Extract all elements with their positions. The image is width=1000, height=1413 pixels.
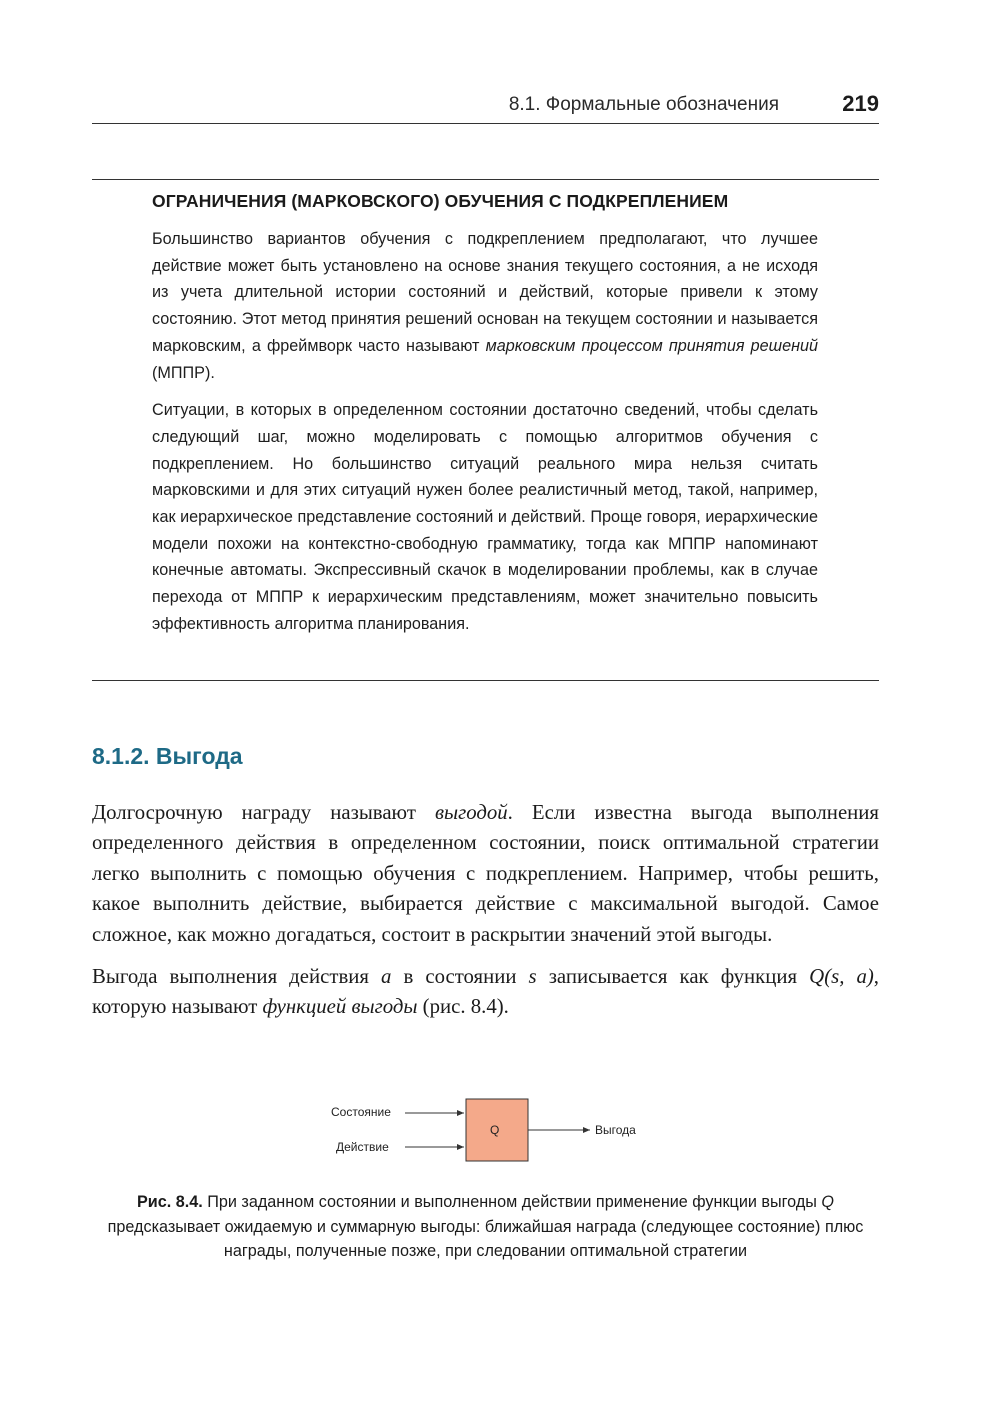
sidebar-title: ОГРАНИЧЕНИЯ (МАРКОВСКОГО) ОБУЧЕНИЯ С ПОДКРЕПЛЕНИЕМ <box>152 191 729 211</box>
caption-rest: предсказывает ожидаемую и суммарную выгоды: ближайшая награда (следующее состояние) плюс награды, полученные позже, при следовании оптимальной стратегии <box>107 1217 864 1260</box>
caption-q-symbol: Q <box>821 1193 835 1211</box>
body-p2-function: Q(s, a) <box>809 965 874 989</box>
body-p1-b: . Если известна выгода выполнения определенного действия в определенном состоянии, поиск оптимальной стратегии легко выполнить с помощью обучения с подкреплением. Например, чтобы решить, какое выполнить действие, выбирается действие с максимальной выгодой. Самое сложное, как можно догадаться, состоит в раскрытии значений этой выгоды. <box>92 801 879 946</box>
body-p2-c: записывается как функция <box>536 965 810 989</box>
section-heading: 8.1.2. Выгода <box>92 743 243 769</box>
sidebar-paragraph-2: Ситуации, в которых в определенном состоянии достаточно сведений, чтобы сделать следующий шаг, можно моделировать с помощью алгоритмов обучения с подкреплением. Но большинство ситуаций реального мира нельзя считать марковскими и для этих ситуаций нужен более реалистичный метод, такой, например, как иерархическое представление состояний и действий. Проще говоря, иерархические модели похожи на контекстно-свободную грамматику, тогда как МППР напоминают конечные автоматы. Экспрессивный скачок в моделировании проблемы, как в случае перехода от МППР к иерархическим представлениям, может значительно повысить эффективность алгоритма планирования. <box>152 401 818 633</box>
body-paragraph-1 <box>92 798 879 950</box>
body-p2-e: (рис. 8.4). <box>417 995 509 1019</box>
state-input-label: Состояние <box>331 1105 391 1119</box>
body-p1-a: Долгосрочную награду называют <box>92 801 435 824</box>
running-header <box>92 88 879 122</box>
body-p2-var-a: a <box>381 965 392 989</box>
body-paragraph-2 <box>92 962 879 1023</box>
figure-caption <box>92 1190 879 1264</box>
header-rule <box>92 123 879 124</box>
caption-label: Рис. 8.4. <box>136 1193 203 1211</box>
body-p2-a: Выгода выполнения действия <box>92 965 382 989</box>
page-number: 219 <box>842 91 879 116</box>
body-p2-d: , которую называют <box>92 965 879 1019</box>
caption-text: При заданном состоянии и выполненном действии применение функции выгоды <box>202 1193 822 1211</box>
sidebar-bottom-rule <box>92 680 879 681</box>
body-p2-b: в состоянии <box>391 965 529 989</box>
sidebar-p1-italic-term: марковским процессом принятия решений <box>485 336 818 355</box>
body-p2-italic-term: функцией выгоды <box>262 995 418 1019</box>
running-header-section-title: 8.1. Формальные обозначения <box>508 94 779 115</box>
figure-q-function-diagram <box>320 1092 680 1172</box>
sidebar-p1-end: (МППР). <box>152 363 215 382</box>
body-text <box>92 798 879 1035</box>
q-block-label: Q <box>490 1123 500 1137</box>
value-output-label: Выгода <box>595 1123 636 1137</box>
sidebar-box <box>152 191 818 649</box>
sidebar-top-rule <box>92 179 879 180</box>
body-p1-italic-term: выгодой <box>434 801 508 824</box>
sidebar-p1-text: Большинство вариантов обучения с подкреплением предполагают, что лучшее действие может быть установлено на основе знания текущего состояния, а не исходя из учета длительной истории состояний и действий, которые привели к этому состоянию. Этот метод принятия решений основан на текущем состоянии и называется марковским, а фреймворк часто называют <box>152 230 818 355</box>
body-p2-var-s: s <box>528 965 537 989</box>
sidebar-paragraph-1 <box>152 226 818 386</box>
action-input-label: Действие <box>336 1140 389 1154</box>
